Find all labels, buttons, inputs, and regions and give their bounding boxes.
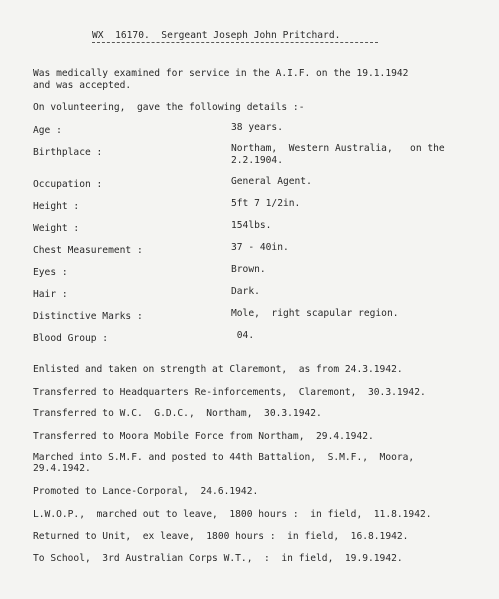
detail-value-birthplace: Northam, Western Australia, on the [231,143,445,154]
detail-label-occupation: Occupation : [33,179,103,190]
detail-label-birthplace: Birthplace : [33,147,103,158]
event-line: Returned to Unit, ex leave, 1800 hours : in field, 16.8.1942. [33,531,409,542]
detail-value-occupation: General Agent. [231,176,312,187]
detail-value-chest: 37 - 40in. [231,242,289,253]
detail-label-blood-group: Blood Group : [33,333,109,344]
record-title: WX 16170. Sergeant Joseph John Pritchard. [92,30,341,41]
detail-value-eyes: Brown. [231,264,266,275]
event-line: Enlisted and taken on strength at Claremont, as from 24.3.1942. [33,364,403,375]
detail-value-blood-group: 04. [231,330,255,341]
event-line: Transferred to W.C. G.D.C., Northam, 30.3.1942. [33,408,322,419]
detail-value-height: 5ft 7 1/2in. [231,198,301,209]
event-line: Transferred to Headquarters Re-inforcements, Claremont, 30.3.1942. [33,387,426,398]
detail-value-marks: Mole, right scapular region. [231,308,399,319]
detail-label-hair: Hair : [33,289,68,300]
title-underline [92,42,378,43]
intro-line-1: Was medically examined for service in the A.I.F. on the 19.1.1942 [33,68,409,79]
event-line: 29.4.1942. [33,463,91,474]
detail-value-weight: 154lbs. [231,220,272,231]
intro-line-2: and was accepted. [33,80,132,91]
detail-label-chest: Chest Measurement : [33,245,143,256]
event-line: Marched into S.M.F. and posted to 44th Battalion, S.M.F., Moora, [33,452,415,463]
detail-label-marks: Distinctive Marks : [33,311,143,322]
detail-label-height: Height : [33,201,80,212]
detail-label-eyes: Eyes : [33,267,68,278]
detail-label-weight: Weight : [33,223,80,234]
detail-label-age: Age : [33,125,62,136]
event-line: To School, 3rd Australian Corps W.T., : in field, 19.9.1942. [33,553,403,564]
detail-value-hair: Dark. [231,286,260,297]
event-line: Promoted to Lance-Corporal, 24.6.1942. [33,486,259,497]
event-line: Transferred to Moora Mobile Force from Northam, 29.4.1942. [33,431,374,442]
detail-value-age: 38 years. [231,122,283,133]
detail-value-birthplace-date: 2.2.1904. [231,155,283,166]
event-line: L.W.O.P., marched out to leave, 1800 hours : in field, 11.8.1942. [33,509,432,520]
intro-line-3: On volunteering, gave the following details :- [33,102,305,113]
